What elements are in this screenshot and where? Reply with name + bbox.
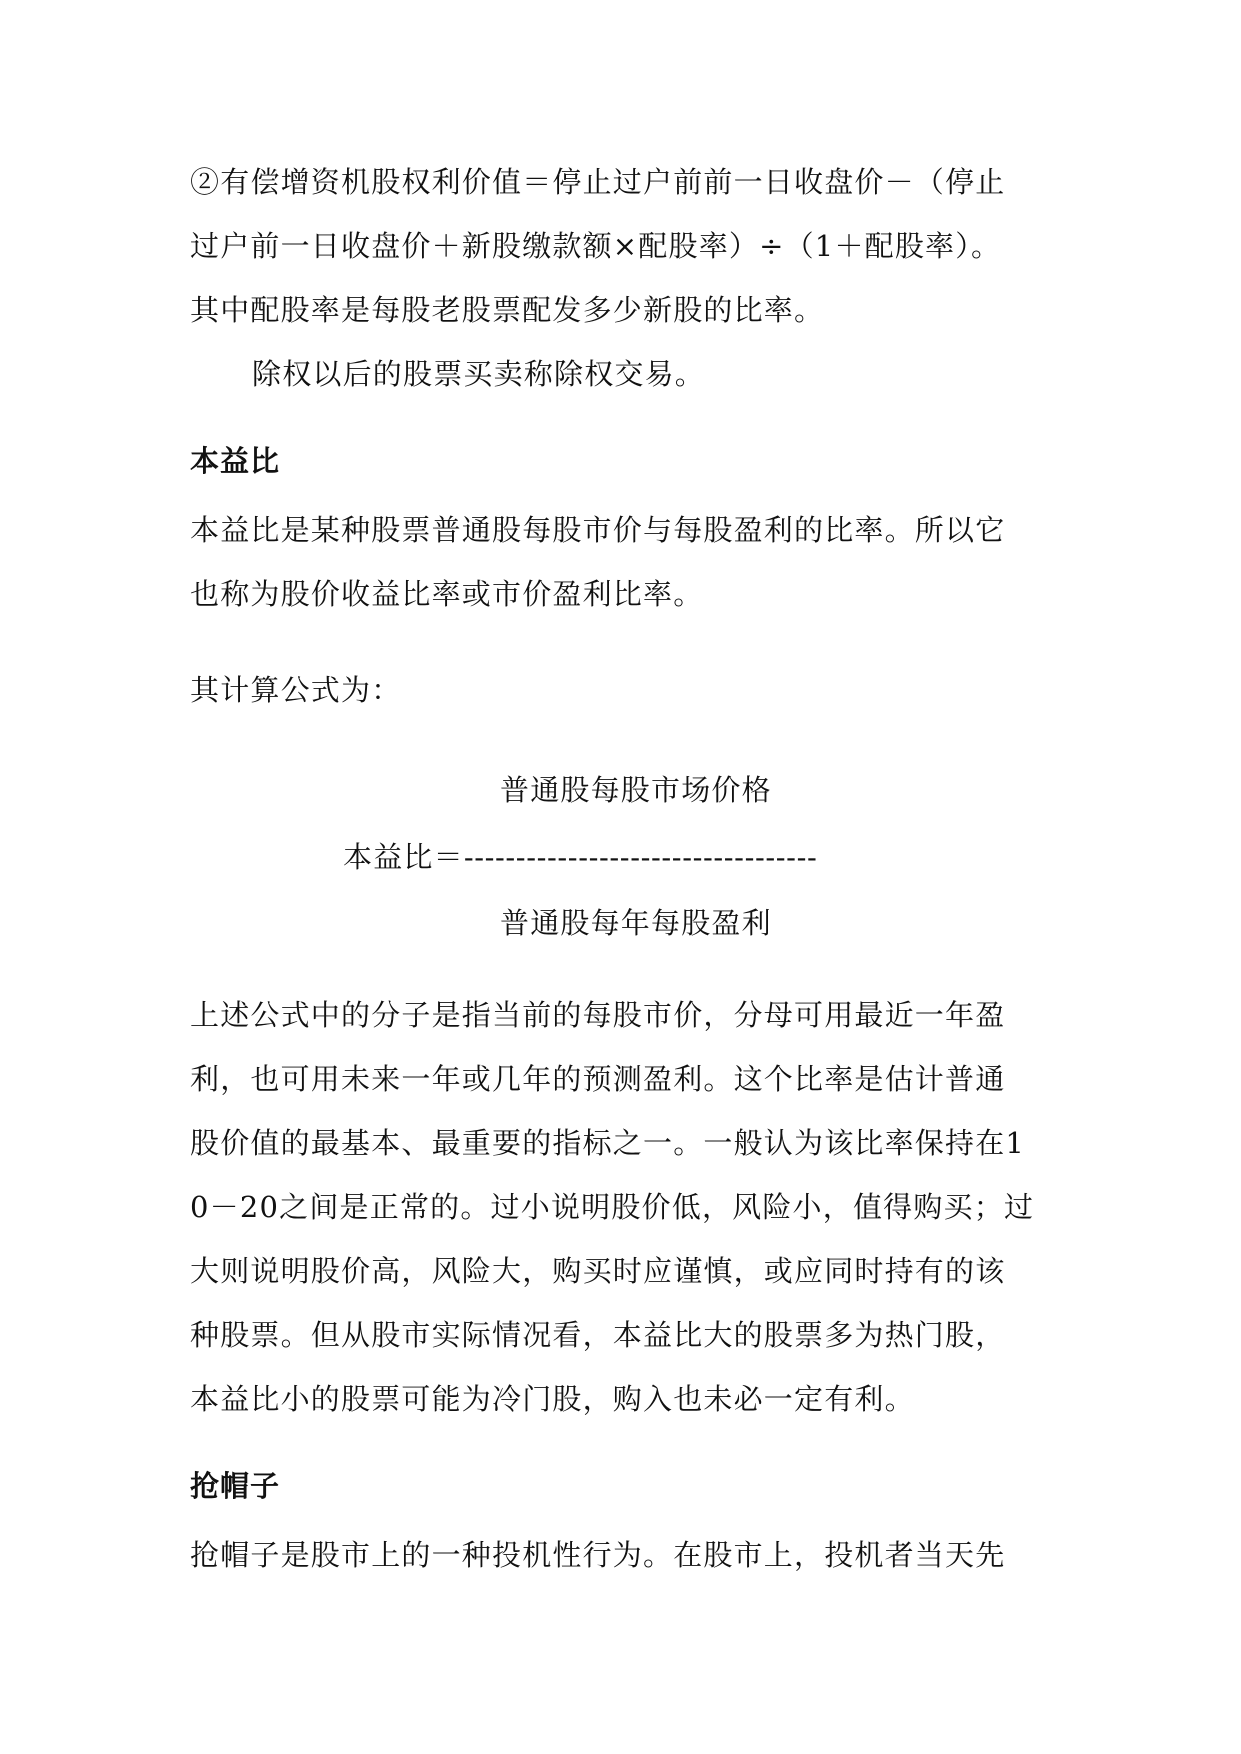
text-line: 大则说明股价高，风险大，购买时应谨慎，或应同时持有的该 [190,1254,1006,1288]
section-heading-pe-ratio: 本益比 [190,444,281,478]
formula-lhs: 本益比＝ [343,840,464,874]
text-line: 利，也可用未来一年或几年的预测盈利。这个比率是估计普通 [190,1062,1006,1096]
section-heading-scalping: 抢帽子 [190,1469,281,1503]
formula-fraction-bar: ---------------------------------- [463,840,818,874]
text-line: 0－20之间是正常的。过小说明股价低，风险小，值得购买；过 [190,1190,1035,1224]
formula-denominator: 普通股每年每股盈利 [500,906,772,940]
text-line: 抢帽子是股市上的一种投机性行为。在股市上，投机者当天先 [190,1538,1006,1572]
text-line: 本益比小的股票可能为冷门股，购入也未必一定有利。 [190,1382,915,1416]
formula-numerator: 普通股每股市场价格 [500,773,772,807]
text-line: 本益比是某种股票普通股每股市价与每股盈利的比率。所以它 [190,513,1006,547]
text-line: 其中配股率是每股老股票配发多少新股的比率。 [190,293,825,327]
text-line: 也称为股价收益比率或市价盈利比率。 [190,577,704,611]
text-line: 上述公式中的分子是指当前的每股市价，分母可用最近一年盈 [190,998,1006,1032]
text-line: 股价值的最基本、最重要的指标之一。一般认为该比率保持在1 [190,1126,1026,1160]
text-line: 过户前一日收盘价＋新股缴款额×配股率）÷（1＋配股率）。 [190,229,1002,263]
formula-line [343,837,817,877]
text-line: 种股票。但从股市实际情况看，本益比大的股票多为热门股， [190,1318,1006,1352]
formula-intro: 其计算公式为： [190,673,402,707]
paragraph: 除权以后的股票买卖称除权交易。 [252,357,706,391]
text-line: ②有偿增资机股权利价值＝停止过户前前一日收盘价－（停止 [190,165,1006,199]
